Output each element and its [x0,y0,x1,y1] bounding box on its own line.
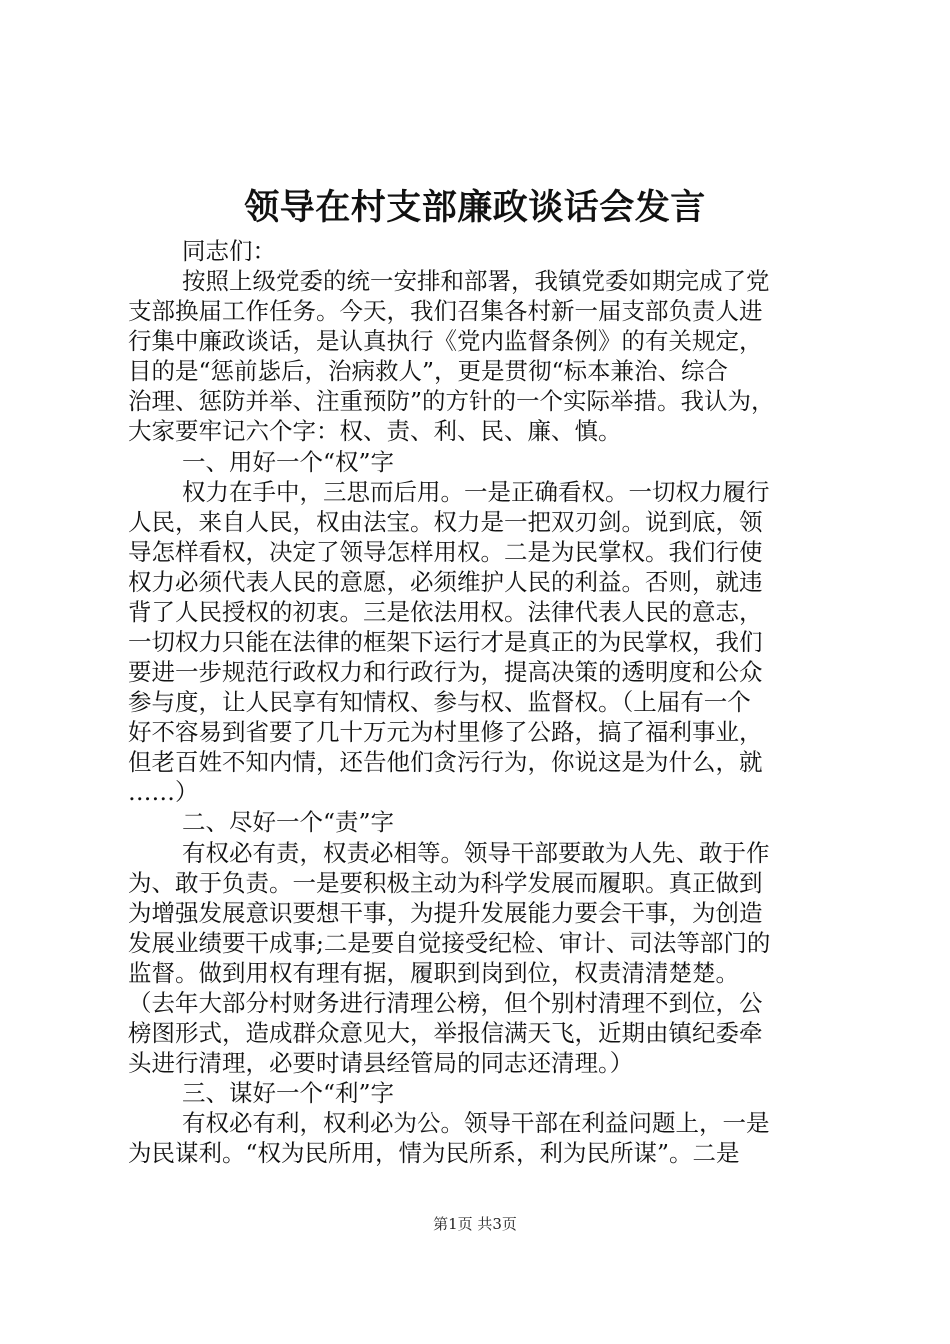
paragraph-line: 但老百姓不知内情，还告他们贪污行为，你说这是为什么，就 [128,748,763,777]
paragraph-line: 目的是“惩前毖后，治病救人”，更是贯彻“标本兼治、综合 [128,357,729,386]
paragraph-line: 权力必须代表人民的意愿，必须维护人民的利益。否则，就违 [128,567,763,596]
salutation: 同志们： [182,237,276,265]
paragraph-line: 为、敢于负责。一是要积极主动为科学发展而履职。真正做到 [128,868,763,897]
paragraph-line: 监督。做到用权有理有据，履职到岗到位，权责清清楚楚。 [128,958,739,987]
paragraph-line: 参与度，让人民享有知情权、参与权、监督权。（上届有一个 [128,688,751,717]
document-title: 领导在村支部廉政谈话会发言 [244,188,706,228]
paragraph-line: 背了人民授权的初衷。三是依法用权。法律代表人民的意志， [128,597,763,626]
paragraph-line: 为增强发展意识要想干事，为提升发展能力要会干事，为创造 [128,898,763,927]
paragraph-line: 为民谋利。“权为民所用，情为民所系，利为民所谋”。二是 [128,1139,740,1168]
paragraph-line: 权力在手中，三思而后用。一是正确看权。一切权力履行 [182,477,770,506]
paragraph-line: 头进行清理，必要时请县经管局的同志还清理。） [128,1049,634,1078]
paragraph-line: 支部换届工作任务。今天，我们召集各村新一届支部负责人进 [128,297,763,326]
section-heading: 一、用好一个“权”字 [182,447,395,476]
page-number-footer: 第1页 共3页 [433,1215,517,1233]
paragraph-line: ……） [128,778,199,807]
paragraph-line: 发展业绩要干成事;二是要自觉接受纪检、审计、司法等部门的 [128,928,771,957]
paragraph-line: 按照上级党委的统一安排和部署，我镇党委如期完成了党 [182,267,770,296]
paragraph-line: 大家要牢记六个字：权、责、利、民、廉、慎。 [128,417,622,446]
paragraph-line: 人民，来自人民，权由法宝。权力是一把双刃剑。说到底，领 [128,507,763,536]
section-heading: 二、尽好一个“责”字 [182,808,395,837]
paragraph-line: 导怎样看权，决定了领导怎样用权。二是为民掌权。我们行使 [128,537,763,566]
paragraph-line: 一切权力只能在法律的框架下运行才是真正的为民掌权，我们 [128,628,763,657]
paragraph-line: 榜图形式，造成群众意见大，举报信满天飞，近期由镇纪委牵 [128,1019,763,1048]
paragraph-line: 好不容易到省要了几十万元为村里修了公路，搞了福利事业， [128,718,763,747]
paragraph-line: （去年大部分村财务进行清理公榜，但个别村清理不到位，公 [128,988,763,1017]
paragraph-line: 有权必有责，权责必相等。领导干部要敢为人先、敢于作 [182,838,770,867]
paragraph-line: 治理、惩防并举、注重预防”的方针的一个实际举措。我认为， [128,387,775,416]
document-body [128,236,828,1168]
paragraph-line: 要进一步规范行政权力和行政行为，提高决策的透明度和公众 [128,658,763,687]
paragraph-line: 行集中廉政谈话，是认真执行《党内监督条例》的有关规定， [128,327,763,356]
paragraph-line: 有权必有利，权利必为公。领导干部在利益问题上，一是 [182,1109,770,1138]
section-heading: 三、谋好一个“利”字 [182,1079,395,1108]
